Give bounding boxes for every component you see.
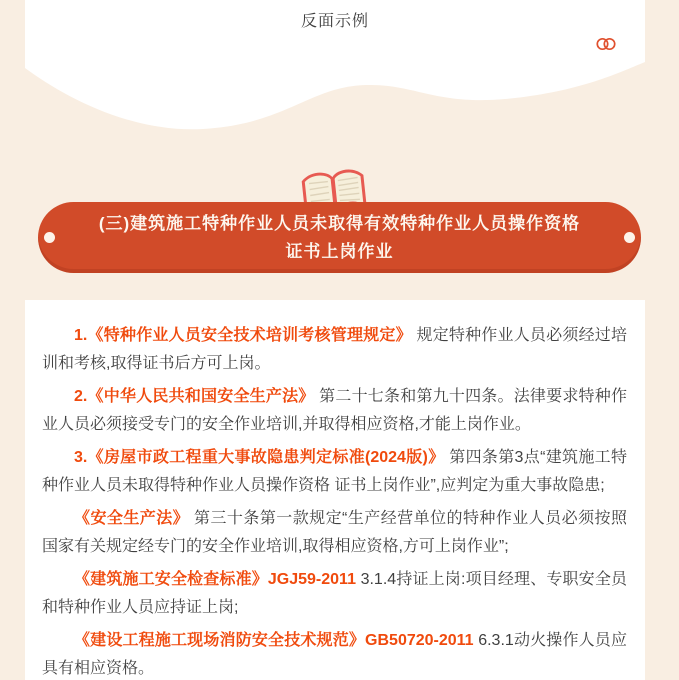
regulation-paragraph	[42, 566, 627, 622]
regulation-text: 规定特种作业人员必须经过培训和考核,取得证书后方可上岗。	[42, 327, 627, 372]
regulation-name: 《安全生产法》	[74, 510, 190, 527]
regulation-name: 《建筑施工安全检查标准》JGJ59-2011	[74, 571, 356, 588]
header-card	[25, 0, 645, 140]
regulation-paragraph	[42, 505, 627, 561]
regulation-name: 1.《特种作业人员安全技术培训考核管理规定》	[74, 327, 412, 344]
banner-dot-left	[44, 232, 55, 243]
regulation-name: 2.《中华人民共和国安全生产法》	[74, 388, 315, 405]
paragraph-list	[42, 322, 627, 680]
regulation-paragraph	[42, 383, 627, 439]
regulation-paragraph	[42, 322, 627, 378]
regulation-name: 3.《房屋市政工程重大事故隐患判定标准(2024版)》	[74, 449, 445, 466]
regulation-text: 6.3.1动火操作人员应具有相应资格。	[42, 632, 627, 677]
regulation-text: 3.1.4持证上岗:项目经理、专职安全员和特种作业人员应持证上岗;	[42, 571, 627, 616]
regulation-name: 《建设工程施工现场消防安全技术规范》GB50720-2011	[74, 632, 474, 649]
section-banner	[38, 202, 641, 273]
overlapping-circles-icon[interactable]	[595, 36, 617, 52]
regulation-paragraph	[42, 627, 627, 680]
content-card	[25, 300, 645, 680]
section-title-line1: (三)建筑施工特种作业人员未取得有效特种作业人员操作资格	[98, 213, 581, 233]
page-title: 反面示例	[300, 13, 369, 30]
regulation-text: 第三十条第一款规定“生产经营单位的特种作业人员必须按照国家有关规定经专门的安全作业培训,取得相应资格,方可上岗作业”;	[42, 510, 627, 555]
regulation-paragraph	[42, 444, 627, 500]
section-title	[65, 210, 614, 266]
banner-dot-right	[624, 232, 635, 243]
regulation-text: 第二十七条和第九十四条。法律要求特种作业人员必须接受专门的安全作业培训,并取得相应资格,才能上岗作业。	[42, 388, 627, 433]
regulation-text: 第四条第3点“建筑施工特种作业人员未取得特种作业人员操作资格 证书上岗作业”,应判定为重大事故隐患;	[42, 449, 627, 494]
section-title-line2: 证书上岗作业	[285, 241, 394, 261]
